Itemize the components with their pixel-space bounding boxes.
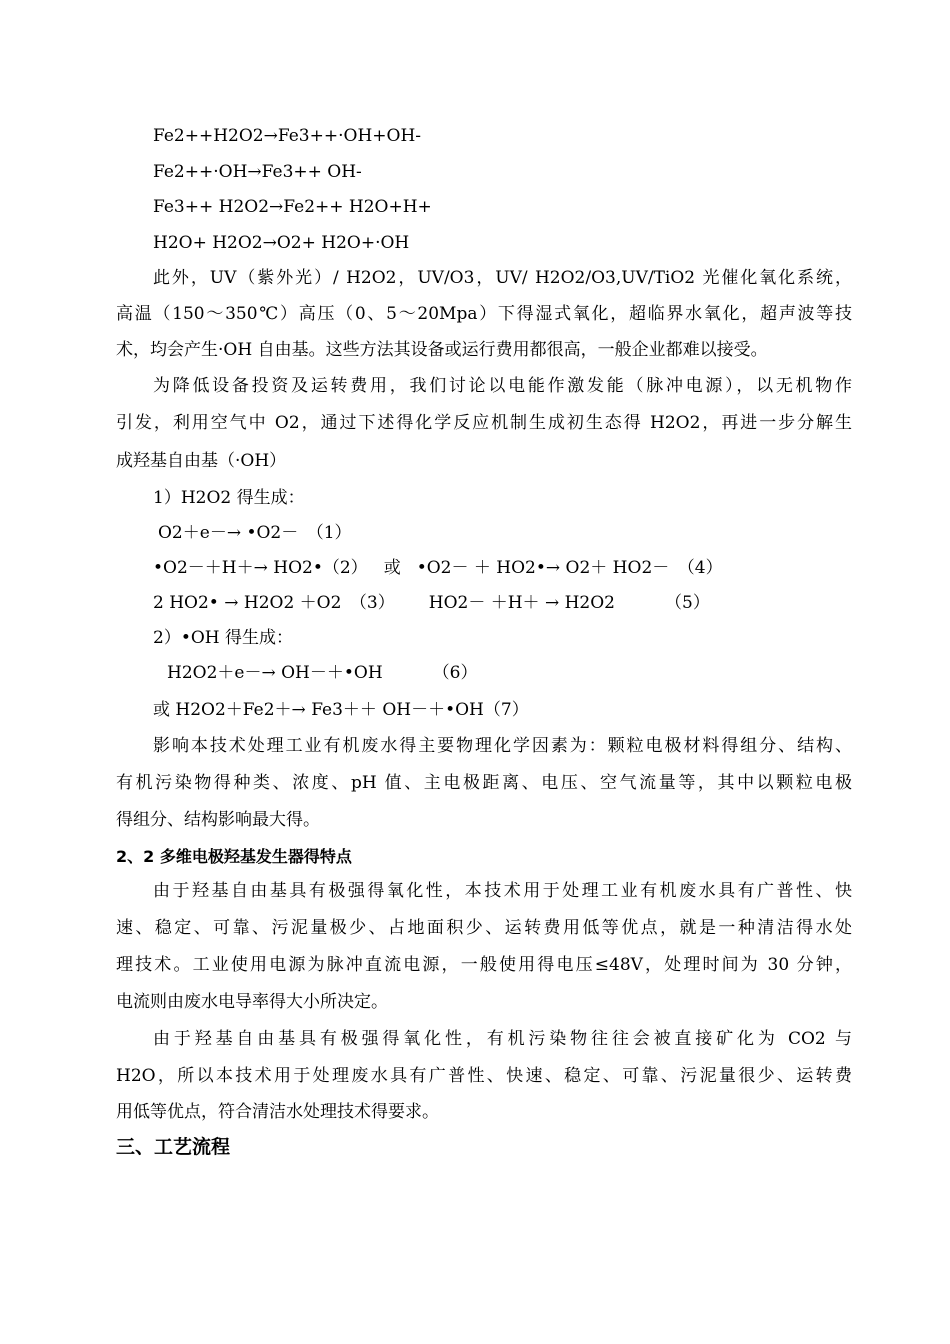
equation-1: Fe2++H2O2→Fe3++·OH+OH- <box>153 126 422 146</box>
paragraph-line: 此外，UV（紫外光）/ H2O2，UV/O3，UV/ H2O2/O3,UV/TiO2 光催化氧化系统， <box>153 268 852 288</box>
section-label-h2o2: 1）H2O2 得生成： <box>153 488 305 508</box>
reaction-or: 或 <box>383 558 401 578</box>
reaction-3: 2 HO2• → H2O2 ＋O2 （3） <box>153 593 395 613</box>
paragraph-line: 有机污染物得种类、浓度、pH 值、主电极距离、电压、空气流量等，其中以颗粒电极 <box>116 773 852 793</box>
reaction-5-number: （5） <box>665 593 710 613</box>
paragraph-line: 成羟基自由基（·OH） <box>116 451 287 471</box>
reaction-6-number: （6） <box>432 663 478 683</box>
reaction-3-5 <box>153 593 889 613</box>
paragraph-line: H2O，所以本技术用于处理废水具有广普性、快速、稳定、可靠、污泥量很少、运转费 <box>116 1066 852 1086</box>
paragraph-line: 为降低设备投资及运转费用，我们讨论以电能作激发能（脉冲电源），以无机物作 <box>153 376 852 396</box>
paragraph-line: 速、稳定、可靠、污泥量极少、占地面积少、运转费用低等优点，就是一种清洁得水处 <box>116 918 852 938</box>
paragraph-line: 由于羟基自由基具有极强得氧化性，有机污染物往往会被直接矿化为 CO2 与 <box>153 1029 852 1049</box>
reaction-7: 或 H2O2＋Fe2＋→ Fe3＋＋ OH－＋•OH（7） <box>153 700 529 720</box>
reaction-4: •O2－ ＋ HO2•→ O2＋ HO2－ （4） <box>416 558 723 578</box>
reaction-1: O2＋e－→ •O2－ （1） <box>158 523 352 543</box>
paragraph-line: 理技术。工业使用电源为脉冲直流电源，一般使用得电压≤48V，处理时间为 30 分钟， <box>116 955 852 975</box>
reaction-2: •O2－＋H＋→ HO2•（2） <box>153 558 368 578</box>
paragraph-line: 得组分、结构影响最大得。 <box>116 810 320 830</box>
reaction-5: HO2－ ＋H＋ → H2O2 <box>428 593 616 613</box>
equation-4: H2O+ H2O2→O2+ H2O+·OH <box>153 233 410 253</box>
reaction-2-4 <box>153 558 889 578</box>
section-label-oh: 2）•OH 得生成： <box>153 628 294 648</box>
reaction-6-equation: H2O2＋e－→ OH－＋•OH <box>167 663 383 683</box>
section-heading-3: 三、工艺流程 <box>116 1136 231 1158</box>
paragraph-line: 引发，利用空气中 O2，通过下述得化学反应机制生成初生态得 H2O2，再进一步分解生 <box>116 413 852 433</box>
paragraph-line: 术，均会产生·OH 自由基。这些方法其设备或运行费用都很高，一般企业都难以接受。 <box>116 340 768 360</box>
paragraph-line: 由于羟基自由基具有极强得氧化性，本技术用于处理工业有机废水具有广普性、快 <box>153 881 852 901</box>
equation-3: Fe3++ H2O2→Fe2++ H2O+H+ <box>153 197 432 217</box>
equation-2: Fe2++·OH→Fe3++ OH- <box>153 162 362 182</box>
paragraph-line: 影响本技术处理工业有机废水得主要物理化学因素为：颗粒电极材料得组分、结构、 <box>153 736 852 756</box>
paragraph-line: 电流则由废水电导率得大小所决定。 <box>116 992 388 1012</box>
section-heading-2-2: 2、2 多维电极羟基发生器得特点 <box>116 847 352 866</box>
reaction-6 <box>167 663 903 683</box>
paragraph-line: 高温（150～350℃）高压（0、5～20Mpa）下得湿式氧化，超临界水氧化，超声波等技 <box>116 304 852 324</box>
paragraph-line: 用低等优点，符合清洁水处理技术得要求。 <box>116 1102 439 1122</box>
